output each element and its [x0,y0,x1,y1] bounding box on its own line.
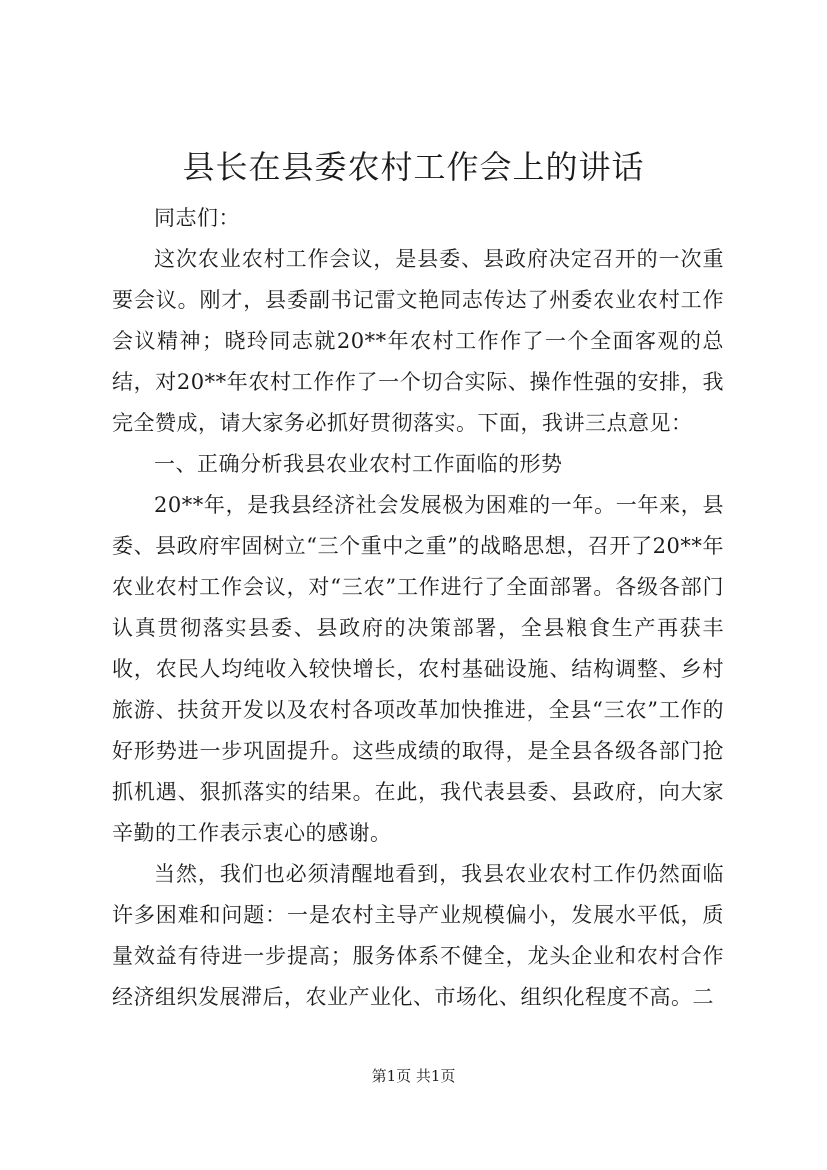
paragraph-achievements: 20**年，是我县经济社会发展极为困难的一年。一年来，县委、县政府牢固树立“三个重中之重”的战略思想，召开了20**年农业农村工作会议，对“三农”工作进行了全面部署。各级各部门认真贯彻落实县委、县政府的决策部署，全县粮食生产再获丰收，农民人均纯收入较快增长，农村基础设施、结构调整、乡村旅游、扶贫开发以及农村各项改革加快推进，全县“三农”工作的好形势进一步巩固提升。这些成绩的取得，是全县各级各部门抢抓机遇、狠抓落实的结果。在此，我代表县委、县政府，向大家辛勤的工作表示衷心的感谢。 [112,493,724,845]
document-title: 县长在县委农村工作会上的讲话 [182,148,645,186]
salutation: 同志们： [154,206,240,230]
paragraph-problems: 当然，我们也必须清醒地看到，我县农业农村工作仍然面临许多困难和问题：一是农村主导产业规模偏小，发展水平低，质量效益有待进一步提高；服务体系不健全，龙头企业和农村合作经济组织发展滞后，农业产业化、市场化、组织化程度不高。二 [112,862,724,1009]
document-body [112,198,724,1018]
page-number-footer: 第1页 共1页 [371,1067,456,1085]
paragraph-intro: 这次农业农村工作会议，是县委、县政府决定召开的一次重要会议。刚才，县委副书记雷文艳同志传达了州委农业农村工作会议精神；晓玲同志就20**年农村工作作了一个全面客观的总结，对20**年农村工作作了一个切合实际、操作性强的安排，我完全赞成，请大家务必抓好贯彻落实。下面，我讲三点意见： [112,247,724,435]
section-heading: 一、正确分析我县农业农村工作面临的形势 [154,452,563,476]
